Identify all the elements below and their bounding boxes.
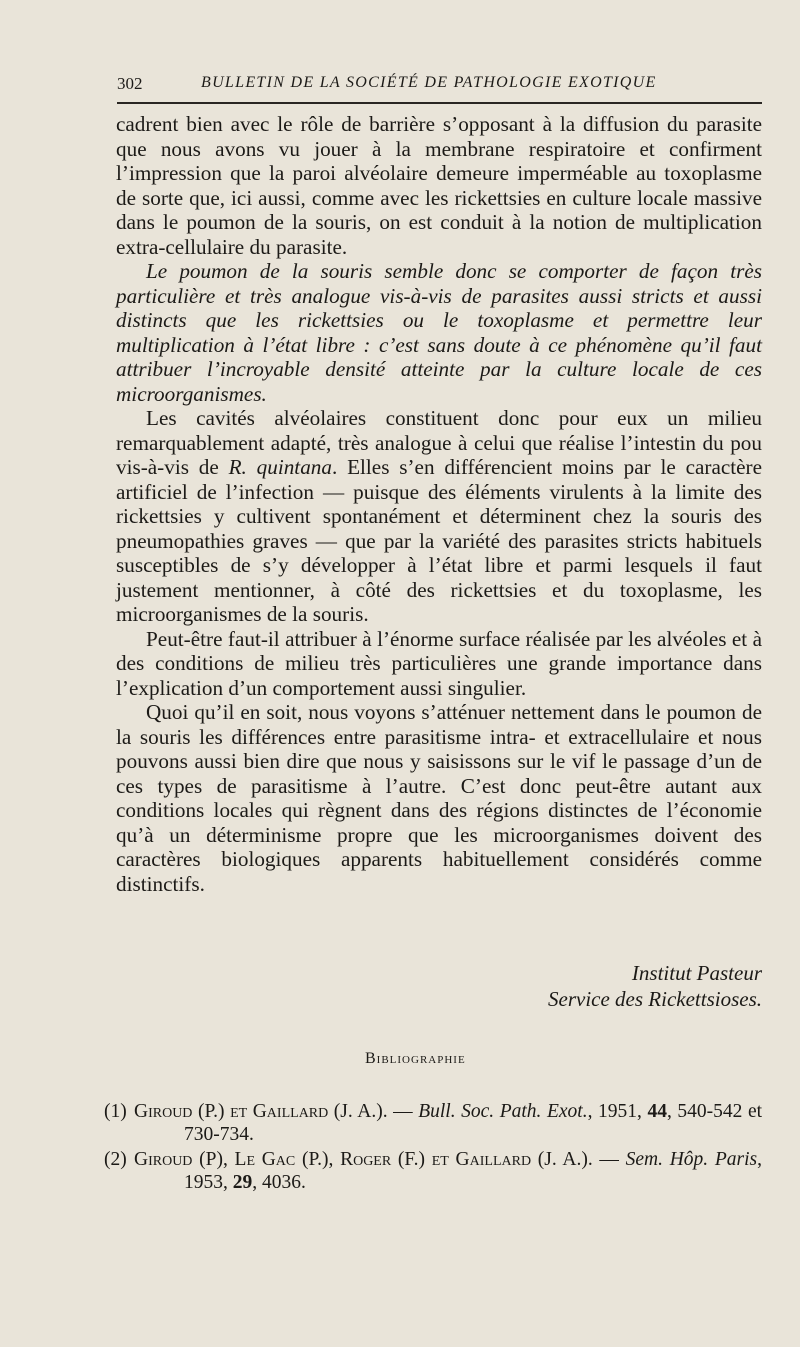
paragraph-3-text-a: Les cavités alvéolaires constituent donc pour eux un milieu remarquablement adapté, très analogue à celui que réalise l’intestin du pou vis-à-vis de [116,406,762,479]
header-rule [117,102,762,104]
entry-journal: Bull. Soc. Path. Exot. [418,1101,588,1122]
entry-number: (1) [104,1101,127,1122]
bibliography-entry [104,1100,762,1146]
paragraph-3-text-b: . Elles s’en différencient moins par le caractère artificiel de l’infection — puisque des éléments virulents à la limite des rickettsies y cultivent spontanément et déterminent chez la souris des pneumopathies graves — que par la variété des parasites stricts habituels susceptibles de s’y développer à l’état libre et parmi lesquels il faut justement mentionner, à côté des rickettsies et du toxoplasme, les microorganismes de la souris. [116,455,763,626]
bibliography-heading: Bibliographie [365,1050,466,1067]
paragraph-5: Quoi qu’il en soit, nous voyons s’atténuer nettement dans le poumon de la souris les différences entre parasitisme intra- et extracellulaire et nous pouvons aussi bien dire que nous y saisissons sur le vif le passage d’un de ces types de parasitisme à l’autre. C’est donc peut-être autant aux conditions locales qui règnent dans des régions distinctes de l’économie qu’à un déterminisme propre que les microorganismes doivent des caractères biologiques apparents habituellement considérés comme distinctifs. [116,700,762,896]
entry-authors: Giroud (P.) et Gaillard (J. A.). [134,1101,388,1122]
signature-service: Service des Rickettsioses. [548,987,762,1011]
paragraph-3 [116,406,762,627]
entry-authors: Giroud (P), Le Gac (P.), Roger (F.) et Gaillard (J. A.). [134,1149,593,1170]
signature-institute: Institut Pasteur [631,961,762,985]
entry-pages: , 540-542 et 730-734. [184,1101,763,1145]
entry-volume: 29 [232,1172,253,1193]
page-header [117,70,762,100]
paragraph-2: Le poumon de la souris semble donc se comporter de façon très particulière et très analogue vis-à-vis de parasites aussi stricts et aussi distincts que les rickettsies ou le toxoplasme et permettre leur multiplication à l’état libre : c’est sans doute à ce phénomène qu’il faut attribuer l’incroyable densité atteinte par la culture locale de ces microorganismes. [116,259,762,406]
entry-year: , 1951, [587,1101,642,1122]
entry-year: , 1953, [184,1149,762,1193]
bibliography-list [104,1100,762,1196]
paragraph-1: cadrent bien avec le rôle de barrière s’opposant à la diffusion du parasite que nous avons vu jouer à la membrane respiratoire et confirment l’impression que la paroi alvéolaire demeure imperméable au toxoplasme de sorte que, ici aussi, comme avec les rickettsies en culture locale massive dans le poumon de la souris, on est conduit à la notion de multiplication extra-cellulaire du parasite. [116,112,762,259]
page-number: 302 [117,74,143,93]
entry-number: (2) [104,1149,127,1170]
paragraph-4: Peut-être faut-il attribuer à l’énorme surface réalisée par les alvéoles et à des conditions de milieu très particulières une grande importance dans l’explication d’un comportement aussi singulier. [116,626,762,700]
article-body [116,112,762,896]
entry-separator: — [592,1149,626,1170]
entry-pages: , 4036. [252,1172,306,1193]
running-title: BULLETIN DE LA SOCIÉTÉ DE PATHOLOGIE EXOTIQUE [201,74,657,91]
entry-volume: 44 [647,1101,667,1122]
signature-block [548,960,762,1012]
species-name: R. quintana [228,455,332,479]
entry-journal: Sem. Hôp. Paris [625,1149,758,1170]
entry-separator: — [387,1101,419,1122]
bibliography-entry [104,1148,762,1194]
